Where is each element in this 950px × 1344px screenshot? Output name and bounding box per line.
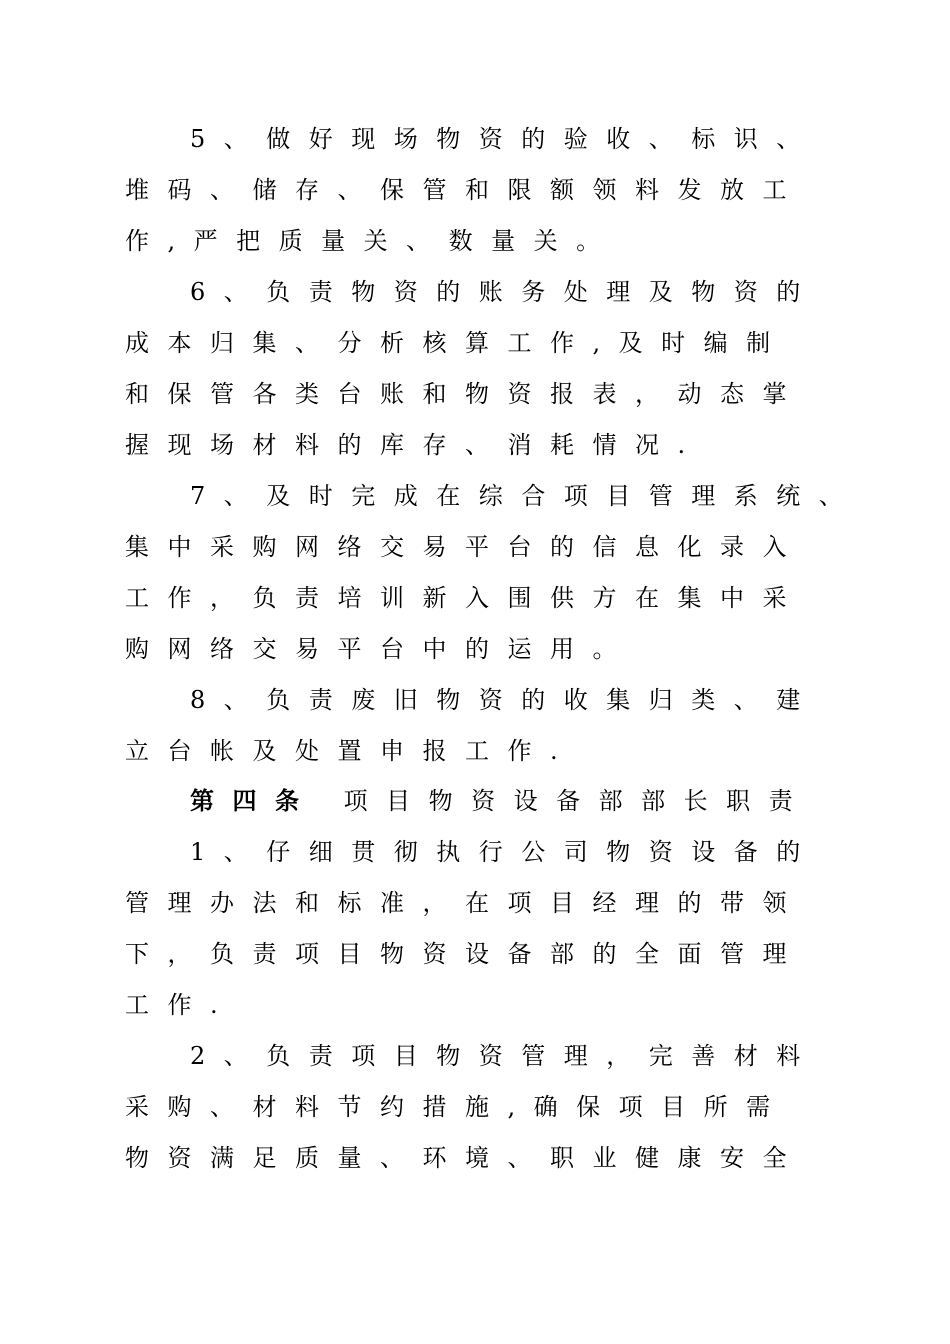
item-7-line-1: 7、及时完成在综合项目管理系统、 (190, 482, 862, 510)
item-5-line-2: 堆码、储存、保管和限额领料发放工 (125, 176, 805, 204)
duty-1-line-3: 下，负责项目物资设备部的全面管理 (125, 940, 805, 968)
article-4-label: 第四条 (190, 786, 318, 815)
item-7-line-3: 工作，负责培训新入围供方在集中采 (125, 584, 805, 612)
item-5-line-1: 5、做好现场物资的验收、标识、 (190, 125, 819, 153)
article-4-title: 项目物资设备部部长职责 (343, 787, 812, 815)
item-6-line-2: 成本归集、分析核算工作,及时编制 (125, 329, 789, 357)
duty-2-line-2: 采购、材料节约措施,确保项目所需 (125, 1093, 789, 1121)
item-6-line-1: 6、负责物资的账务处理及物资的 (190, 278, 819, 306)
item-8-line-2: 立台帐及处置申报工作. (125, 737, 577, 765)
item-5-line-3: 作,严把质量关、数量关。 (125, 227, 619, 255)
item-6-line-4: 握现场材料的库存、消耗情况. (125, 431, 704, 459)
duty-1-line-4: 工作. (125, 991, 237, 1019)
item-7-line-2: 集中采购网络交易平台的信息化录入 (125, 533, 805, 561)
duty-1-line-1: 1、仔细贯彻执行公司物资设备的 (190, 838, 819, 866)
article-4-heading-line (190, 776, 910, 826)
duty-2-line-3: 物资满足质量、环境、职业健康安全 (125, 1144, 805, 1172)
duty-1-line-2: 管理办法和标准，在项目经理的带领 (125, 889, 805, 917)
item-8-line-1: 8、负责废旧物资的收集归类、建 (190, 686, 819, 714)
item-6-line-3: 和保管各类台账和物资报表，动态掌 (125, 380, 805, 408)
duty-2-line-1: 2、负责项目物资管理，完善材料 (190, 1042, 819, 1070)
item-7-line-4: 购网络交易平台中的运用。 (125, 635, 635, 663)
